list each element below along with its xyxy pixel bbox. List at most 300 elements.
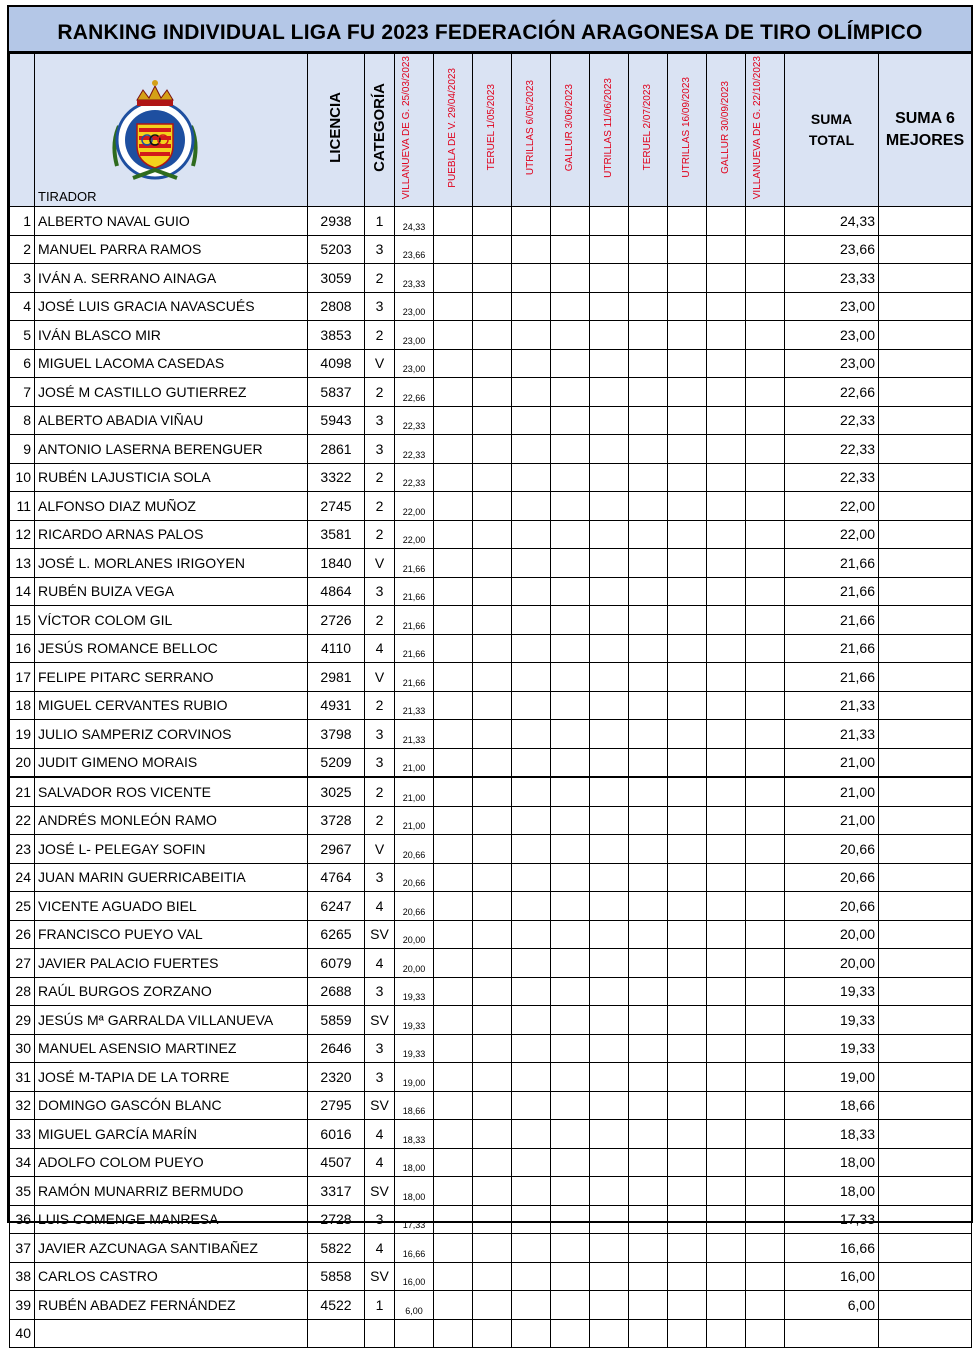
suma-total-cell: 21,66 bbox=[785, 577, 879, 606]
suma-6-cell bbox=[879, 435, 972, 464]
empty-event-cell bbox=[434, 549, 473, 578]
categoria-cell: 3 bbox=[365, 292, 395, 321]
empty-event-cell bbox=[551, 977, 590, 1006]
table-row bbox=[10, 520, 972, 549]
categoria-cell: SV bbox=[365, 920, 395, 949]
empty-event-cell bbox=[551, 1006, 590, 1035]
shooter-name-cell: ANTONIO LASERNA BERENGUER bbox=[35, 435, 308, 464]
rank-cell: 32 bbox=[10, 1091, 35, 1120]
empty-event-cell bbox=[629, 663, 668, 692]
empty-event-cell bbox=[707, 1177, 746, 1206]
empty-event-cell bbox=[668, 777, 707, 806]
empty-event-cell bbox=[668, 806, 707, 835]
empty-event-cell bbox=[707, 949, 746, 978]
score-cell: 16,66 bbox=[395, 1234, 434, 1263]
score-cell: 20,66 bbox=[395, 863, 434, 892]
empty-event-cell bbox=[434, 264, 473, 293]
licencia-cell: 1840 bbox=[308, 549, 365, 578]
table-row bbox=[10, 691, 972, 720]
categoria-cell: 3 bbox=[365, 1205, 395, 1234]
score-cell: 19,33 bbox=[395, 1034, 434, 1063]
categoria-cell: 3 bbox=[365, 977, 395, 1006]
suma-6-cell bbox=[879, 406, 972, 435]
empty-event-cell bbox=[590, 1063, 629, 1092]
empty-event-cell bbox=[473, 406, 512, 435]
table-row bbox=[10, 1177, 972, 1206]
shooter-name-cell: JAVIER PALACIO FUERTES bbox=[35, 949, 308, 978]
licencia-cell: 3581 bbox=[308, 520, 365, 549]
table-row bbox=[10, 949, 972, 978]
suma-total-cell: 16,00 bbox=[785, 1262, 879, 1291]
suma-6-cell bbox=[879, 1120, 972, 1149]
rank-cell: 8 bbox=[10, 406, 35, 435]
empty-event-cell bbox=[473, 835, 512, 864]
empty-event-cell bbox=[551, 806, 590, 835]
empty-event-cell bbox=[551, 520, 590, 549]
empty-event-cell bbox=[434, 920, 473, 949]
empty-event-cell bbox=[629, 435, 668, 464]
empty-event-cell bbox=[512, 321, 551, 350]
rank-cell: 12 bbox=[10, 520, 35, 549]
empty-event-cell bbox=[668, 1006, 707, 1035]
rank-cell: 23 bbox=[10, 835, 35, 864]
rank-cell: 22 bbox=[10, 806, 35, 835]
score-cell: 21,33 bbox=[395, 691, 434, 720]
score-cell: 21,66 bbox=[395, 549, 434, 578]
licencia-cell: 4507 bbox=[308, 1148, 365, 1177]
empty-event-cell bbox=[707, 920, 746, 949]
licencia-cell: 6265 bbox=[308, 920, 365, 949]
table-row bbox=[10, 777, 972, 806]
licencia-cell: 2726 bbox=[308, 606, 365, 635]
score-cell bbox=[395, 1319, 434, 1348]
empty-event-cell bbox=[746, 207, 785, 236]
table-row bbox=[10, 1319, 972, 1348]
empty-event-cell bbox=[590, 1006, 629, 1035]
empty-event-cell bbox=[629, 1034, 668, 1063]
suma-6-cell bbox=[879, 892, 972, 921]
suma-6-cell bbox=[879, 1063, 972, 1092]
suma-total-cell: 22,00 bbox=[785, 492, 879, 521]
empty-event-cell bbox=[746, 577, 785, 606]
empty-event-cell bbox=[512, 1262, 551, 1291]
suma-total-cell: 20,66 bbox=[785, 835, 879, 864]
table-row bbox=[10, 863, 972, 892]
table-row bbox=[10, 1120, 972, 1149]
empty-event-cell bbox=[551, 1291, 590, 1320]
tirador-label: TIRADOR bbox=[38, 189, 97, 204]
licencia-cell: 5859 bbox=[308, 1006, 365, 1035]
empty-event-cell bbox=[434, 1034, 473, 1063]
empty-event-cell bbox=[707, 349, 746, 378]
empty-event-cell bbox=[707, 1120, 746, 1149]
suma-6-cell bbox=[879, 1006, 972, 1035]
empty-event-cell bbox=[590, 720, 629, 749]
event-header-5: UTRILLAS 11/06/2023 bbox=[590, 54, 629, 207]
empty-event-cell bbox=[551, 349, 590, 378]
empty-event-cell bbox=[590, 835, 629, 864]
shooter-name-cell: RUBÉN LAJUSTICIA SOLA bbox=[35, 463, 308, 492]
empty-event-cell bbox=[551, 577, 590, 606]
empty-event-cell bbox=[707, 1319, 746, 1348]
empty-event-cell bbox=[668, 1148, 707, 1177]
categoria-cell bbox=[365, 1319, 395, 1348]
empty-event-cell bbox=[668, 549, 707, 578]
table-row bbox=[10, 378, 972, 407]
table-row bbox=[10, 1091, 972, 1120]
empty-event-cell bbox=[473, 892, 512, 921]
categoria-cell: 3 bbox=[365, 748, 395, 777]
empty-event-cell bbox=[707, 1234, 746, 1263]
suma-total-cell: 19,33 bbox=[785, 977, 879, 1006]
empty-event-cell bbox=[629, 720, 668, 749]
empty-event-cell bbox=[746, 492, 785, 521]
suma-total-cell: 24,33 bbox=[785, 207, 879, 236]
score-cell: 6,00 bbox=[395, 1291, 434, 1320]
empty-event-cell bbox=[434, 863, 473, 892]
rank-cell: 30 bbox=[10, 1034, 35, 1063]
score-cell: 20,00 bbox=[395, 949, 434, 978]
score-cell: 20,66 bbox=[395, 892, 434, 921]
empty-event-cell bbox=[434, 748, 473, 777]
shooter-name-cell: JOSÉ LUIS GRACIA NAVASCUÉS bbox=[35, 292, 308, 321]
score-cell: 22,33 bbox=[395, 463, 434, 492]
categoria-header: CATEGORÍA bbox=[365, 54, 395, 207]
score-cell: 18,00 bbox=[395, 1148, 434, 1177]
empty-event-cell bbox=[551, 720, 590, 749]
shooter-name-cell: JESÚS Mª GARRALDA VILLANUEVA bbox=[35, 1006, 308, 1035]
table-row bbox=[10, 1006, 972, 1035]
suma-total-cell: 18,00 bbox=[785, 1148, 879, 1177]
empty-event-cell bbox=[551, 463, 590, 492]
suma-6-cell bbox=[879, 920, 972, 949]
categoria-cell: 2 bbox=[365, 463, 395, 492]
empty-event-cell bbox=[746, 1319, 785, 1348]
empty-event-cell bbox=[473, 349, 512, 378]
score-cell: 18,00 bbox=[395, 1177, 434, 1206]
empty-event-cell bbox=[668, 1120, 707, 1149]
categoria-cell: 1 bbox=[365, 207, 395, 236]
shooter-name-cell: JAVIER AZCUNAGA SANTIBAÑEZ bbox=[35, 1234, 308, 1263]
suma-6-cell bbox=[879, 235, 972, 264]
suma-total-cell: 16,66 bbox=[785, 1234, 879, 1263]
event-header-9: VILLANUEVA DE G. 22/10/2023 bbox=[746, 54, 785, 207]
empty-event-cell bbox=[512, 720, 551, 749]
empty-event-cell bbox=[551, 235, 590, 264]
empty-event-cell bbox=[551, 634, 590, 663]
empty-event-cell bbox=[512, 1205, 551, 1234]
empty-event-cell bbox=[590, 863, 629, 892]
empty-event-cell bbox=[434, 1319, 473, 1348]
empty-event-cell bbox=[668, 264, 707, 293]
empty-event-cell bbox=[746, 806, 785, 835]
suma-6-cell bbox=[879, 835, 972, 864]
empty-event-cell bbox=[551, 835, 590, 864]
empty-event-cell bbox=[746, 1034, 785, 1063]
empty-event-cell bbox=[629, 977, 668, 1006]
table-row bbox=[10, 720, 972, 749]
empty-event-cell bbox=[512, 977, 551, 1006]
suma-total-cell: 21,66 bbox=[785, 634, 879, 663]
categoria-cell: SV bbox=[365, 1177, 395, 1206]
categoria-cell: 3 bbox=[365, 235, 395, 264]
score-cell: 24,33 bbox=[395, 207, 434, 236]
empty-event-cell bbox=[668, 1319, 707, 1348]
event-header-2: TERUEL 1/05/2023 bbox=[473, 54, 512, 207]
empty-event-cell bbox=[707, 977, 746, 1006]
suma-6-cell bbox=[879, 1262, 972, 1291]
empty-event-cell bbox=[746, 1063, 785, 1092]
empty-event-cell bbox=[434, 207, 473, 236]
empty-event-cell bbox=[746, 606, 785, 635]
empty-event-cell bbox=[746, 463, 785, 492]
empty-event-cell bbox=[707, 492, 746, 521]
rank-cell: 34 bbox=[10, 1148, 35, 1177]
licencia-cell: 5209 bbox=[308, 748, 365, 777]
shooter-name-cell: MIGUEL GARCÍA MARÍN bbox=[35, 1120, 308, 1149]
licencia-header: LICENCIA bbox=[308, 54, 365, 207]
empty-event-cell bbox=[590, 378, 629, 407]
rank-cell: 38 bbox=[10, 1262, 35, 1291]
score-cell: 22,00 bbox=[395, 492, 434, 521]
categoria-cell: 4 bbox=[365, 1148, 395, 1177]
empty-event-cell bbox=[473, 264, 512, 293]
empty-event-cell bbox=[434, 777, 473, 806]
suma-6-cell bbox=[879, 520, 972, 549]
table-row bbox=[10, 1063, 972, 1092]
empty-event-cell bbox=[473, 1291, 512, 1320]
empty-event-cell bbox=[473, 435, 512, 464]
empty-event-cell bbox=[629, 1262, 668, 1291]
categoria-cell: V bbox=[365, 835, 395, 864]
empty-event-cell bbox=[746, 1291, 785, 1320]
empty-event-cell bbox=[590, 577, 629, 606]
table-row bbox=[10, 549, 972, 578]
empty-event-cell bbox=[629, 264, 668, 293]
suma-total-cell: 20,66 bbox=[785, 863, 879, 892]
suma-total-cell: 18,33 bbox=[785, 1120, 879, 1149]
licencia-cell: 2646 bbox=[308, 1034, 365, 1063]
rank-cell: 2 bbox=[10, 235, 35, 264]
shooter-name-cell: RICARDO ARNAS PALOS bbox=[35, 520, 308, 549]
score-cell: 20,00 bbox=[395, 920, 434, 949]
shooter-name-cell: MIGUEL LACOMA CASEDAS bbox=[35, 349, 308, 378]
score-cell: 23,66 bbox=[395, 235, 434, 264]
empty-event-cell bbox=[590, 691, 629, 720]
empty-event-cell bbox=[473, 606, 512, 635]
score-cell: 20,66 bbox=[395, 835, 434, 864]
empty-event-cell bbox=[668, 1205, 707, 1234]
shooter-name-cell: IVÁN BLASCO MIR bbox=[35, 321, 308, 350]
empty-event-cell bbox=[629, 777, 668, 806]
empty-event-cell bbox=[746, 949, 785, 978]
shooter-name-cell: RAMÓN MUNARRIZ BERMUDO bbox=[35, 1177, 308, 1206]
empty-event-cell bbox=[668, 1291, 707, 1320]
empty-event-cell bbox=[629, 349, 668, 378]
rank-cell: 3 bbox=[10, 264, 35, 293]
table-row bbox=[10, 264, 972, 293]
licencia-cell: 4764 bbox=[308, 863, 365, 892]
licencia-cell: 5822 bbox=[308, 1234, 365, 1263]
empty-event-cell bbox=[629, 606, 668, 635]
suma-6-cell bbox=[879, 321, 972, 350]
suma-6-cell bbox=[879, 1034, 972, 1063]
empty-event-cell bbox=[473, 1205, 512, 1234]
empty-event-cell bbox=[551, 1120, 590, 1149]
empty-event-cell bbox=[512, 691, 551, 720]
suma-total-cell: 21,33 bbox=[785, 720, 879, 749]
empty-event-cell bbox=[551, 949, 590, 978]
empty-event-cell bbox=[707, 1006, 746, 1035]
event-header-4: GALLUR 3/06/2023 bbox=[551, 54, 590, 207]
empty-event-cell bbox=[746, 264, 785, 293]
empty-event-cell bbox=[434, 378, 473, 407]
empty-event-cell bbox=[434, 492, 473, 521]
empty-event-cell bbox=[668, 406, 707, 435]
empty-event-cell bbox=[668, 920, 707, 949]
table-row bbox=[10, 1148, 972, 1177]
empty-event-cell bbox=[668, 892, 707, 921]
empty-event-cell bbox=[746, 435, 785, 464]
empty-event-cell bbox=[668, 1063, 707, 1092]
empty-event-cell bbox=[629, 1234, 668, 1263]
empty-event-cell bbox=[668, 977, 707, 1006]
empty-event-cell bbox=[551, 1319, 590, 1348]
table-row bbox=[10, 435, 972, 464]
empty-event-cell bbox=[551, 748, 590, 777]
empty-event-cell bbox=[551, 378, 590, 407]
empty-event-cell bbox=[473, 235, 512, 264]
empty-event-cell bbox=[668, 1234, 707, 1263]
licencia-cell: 4110 bbox=[308, 634, 365, 663]
empty-event-cell bbox=[629, 863, 668, 892]
licencia-cell: 3798 bbox=[308, 720, 365, 749]
score-cell: 23,00 bbox=[395, 292, 434, 321]
empty-event-cell bbox=[434, 1177, 473, 1206]
empty-event-cell bbox=[434, 235, 473, 264]
categoria-cell: 4 bbox=[365, 892, 395, 921]
shooter-name-cell: VICENTE AGUADO BIEL bbox=[35, 892, 308, 921]
suma-6-cell bbox=[879, 720, 972, 749]
empty-event-cell bbox=[551, 406, 590, 435]
rank-cell: 17 bbox=[10, 663, 35, 692]
empty-event-cell bbox=[551, 920, 590, 949]
empty-event-cell bbox=[590, 606, 629, 635]
empty-event-cell bbox=[590, 892, 629, 921]
empty-event-cell bbox=[746, 321, 785, 350]
empty-event-cell bbox=[707, 520, 746, 549]
event-header-6: TERUEL 2/07/2023 bbox=[629, 54, 668, 207]
empty-event-cell bbox=[668, 663, 707, 692]
score-cell: 23,33 bbox=[395, 264, 434, 293]
rank-cell: 1 bbox=[10, 207, 35, 236]
categoria-cell: 3 bbox=[365, 1063, 395, 1092]
empty-event-cell bbox=[434, 1063, 473, 1092]
empty-event-cell bbox=[590, 634, 629, 663]
shooter-name-cell: VÍCTOR COLOM GIL bbox=[35, 606, 308, 635]
table-row bbox=[10, 835, 972, 864]
empty-event-cell bbox=[668, 292, 707, 321]
ranking-rows bbox=[10, 207, 972, 1348]
table-row bbox=[10, 806, 972, 835]
suma-6-cell bbox=[879, 1291, 972, 1320]
empty-event-cell bbox=[473, 1063, 512, 1092]
shooter-name-cell: CARLOS CASTRO bbox=[35, 1262, 308, 1291]
licencia-cell: 6016 bbox=[308, 1120, 365, 1149]
empty-event-cell bbox=[512, 207, 551, 236]
empty-event-cell bbox=[629, 1120, 668, 1149]
empty-event-cell bbox=[512, 748, 551, 777]
licencia-cell: 5943 bbox=[308, 406, 365, 435]
table-row bbox=[10, 1262, 972, 1291]
empty-event-cell bbox=[590, 235, 629, 264]
suma-6-cell bbox=[879, 492, 972, 521]
categoria-cell: V bbox=[365, 663, 395, 692]
table-row bbox=[10, 1034, 972, 1063]
shooter-name-cell: MIGUEL CERVANTES RUBIO bbox=[35, 691, 308, 720]
categoria-cell: 4 bbox=[365, 1120, 395, 1149]
rank-cell: 6 bbox=[10, 349, 35, 378]
suma-6-cell bbox=[879, 1234, 972, 1263]
suma-total-cell: 23,00 bbox=[785, 292, 879, 321]
licencia-cell: 2745 bbox=[308, 492, 365, 521]
empty-event-cell bbox=[746, 1148, 785, 1177]
empty-event-cell bbox=[590, 806, 629, 835]
table-row bbox=[10, 634, 972, 663]
shooter-name-cell: JULIO SAMPERIZ CORVINOS bbox=[35, 720, 308, 749]
empty-event-cell bbox=[707, 892, 746, 921]
shooter-name-cell: JOSÉ L- PELEGAY SOFIN bbox=[35, 835, 308, 864]
empty-event-cell bbox=[590, 1291, 629, 1320]
event-header-1: PUEBLA DE V. 29/04/2023 bbox=[434, 54, 473, 207]
score-cell: 22,00 bbox=[395, 520, 434, 549]
empty-event-cell bbox=[473, 1034, 512, 1063]
empty-event-cell bbox=[707, 663, 746, 692]
empty-event-cell bbox=[707, 463, 746, 492]
empty-event-cell bbox=[707, 435, 746, 464]
score-cell: 21,66 bbox=[395, 663, 434, 692]
shooter-name-cell: ANDRÉS MONLEÓN RAMO bbox=[35, 806, 308, 835]
empty-event-cell bbox=[434, 1006, 473, 1035]
empty-event-cell bbox=[590, 1319, 629, 1348]
categoria-cell: SV bbox=[365, 1091, 395, 1120]
suma-total-cell: 20,66 bbox=[785, 892, 879, 921]
suma-6-cell bbox=[879, 1205, 972, 1234]
empty-event-cell bbox=[629, 549, 668, 578]
empty-event-cell bbox=[668, 606, 707, 635]
empty-event-cell bbox=[473, 748, 512, 777]
table-row bbox=[10, 235, 972, 264]
licencia-cell: 2981 bbox=[308, 663, 365, 692]
categoria-cell: 4 bbox=[365, 949, 395, 978]
licencia-cell: 2728 bbox=[308, 1205, 365, 1234]
empty-event-cell bbox=[746, 1006, 785, 1035]
licencia-cell: 3853 bbox=[308, 321, 365, 350]
shooter-name-cell: LUIS COMENGE MANRESA bbox=[35, 1205, 308, 1234]
empty-event-cell bbox=[668, 835, 707, 864]
empty-event-cell bbox=[590, 492, 629, 521]
empty-event-cell bbox=[746, 663, 785, 692]
empty-event-cell bbox=[629, 1291, 668, 1320]
empty-event-cell bbox=[707, 207, 746, 236]
shooter-name-cell: FRANCISCO PUEYO VAL bbox=[35, 920, 308, 949]
table-row bbox=[10, 406, 972, 435]
empty-event-cell bbox=[707, 806, 746, 835]
licencia-cell: 5203 bbox=[308, 235, 365, 264]
empty-event-cell bbox=[551, 1205, 590, 1234]
licencia-cell: 2938 bbox=[308, 207, 365, 236]
shooter-name-cell: ALBERTO NAVAL GUIO bbox=[35, 207, 308, 236]
